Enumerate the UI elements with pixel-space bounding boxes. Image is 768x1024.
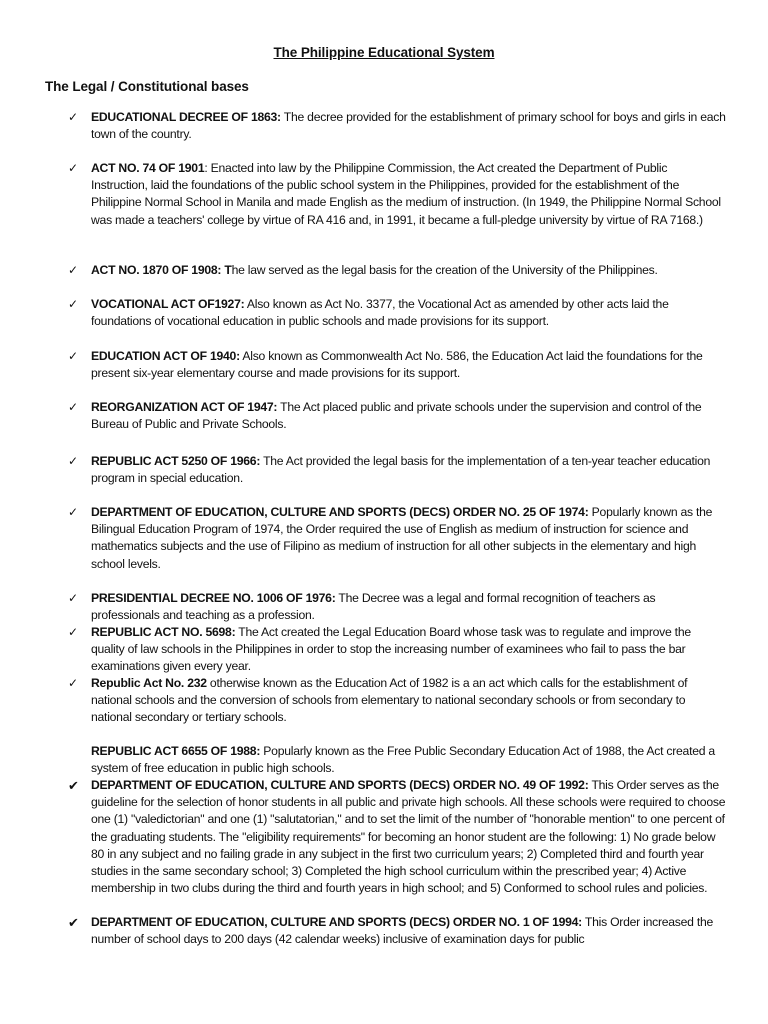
list-item: [68, 160, 726, 229]
item-text: he law served as the legal basis for the creation of the University of the Philippines.: [231, 263, 658, 277]
item-text: The Act provided the legal basis for the implementation of a ten-year teacher education program in special education.: [91, 454, 711, 486]
page-title: The Philippine Educational System: [273, 45, 495, 60]
list-item: [68, 914, 726, 948]
list-item: [68, 348, 726, 382]
item-heading: DEPARTMENT OF EDUCATION, CULTURE AND SPORTS (DECS) ORDER NO. 49 OF 1992:: [91, 778, 589, 792]
checkmark-icon: ✓: [68, 505, 78, 519]
item-text: The decree provided for the establishment of primary school for boys and girls in each town of the country.: [91, 110, 726, 142]
checkmark-icon: ✓: [68, 263, 78, 277]
item-heading: VOCATIONAL ACT OF1927:: [91, 297, 245, 311]
list-item: [68, 262, 726, 279]
item-text: Also known as Commonwealth Act No. 586, the Education Act laid the foundations for the present six-year elementary course and made provisions for its support.: [91, 349, 703, 381]
checkmark-icon: ✓: [68, 591, 78, 605]
checkmark-icon: ✓: [68, 297, 78, 311]
list-item: [68, 399, 726, 433]
checkmark-icon: ✔: [68, 915, 79, 930]
item-heading: EDUCATIONAL DECREE OF 1863:: [91, 110, 281, 124]
section-title: The Legal / Constitutional bases: [45, 79, 249, 94]
list-item: [68, 675, 726, 727]
checkmark-icon: ✓: [68, 625, 78, 639]
item-text: Also known as Act No. 3377, the Vocational Act as amended by other acts laid the foundations of vocational education in public schools and made provisions for its support.: [91, 297, 669, 329]
item-heading: ACT NO. 1870 OF 1908: T: [91, 263, 232, 277]
item-text: Popularly known as the Free Public Secondary Education Act of 1988, the Act created a system of free education in public high schools.: [91, 744, 715, 776]
list-item: [68, 296, 726, 330]
checkmark-icon: ✓: [68, 400, 78, 414]
item-text: otherwise known as the Education Act of 1982 is a an act which calls for the establishment of national schools and the conversion of schools from elementary to national secondary schools or from secondary to national secondary or tertiary schools.: [91, 676, 688, 725]
item-text: The Act placed public and private schools under the supervision and control of the Bureau of Public and Private Schools.: [91, 400, 702, 432]
list-item: [68, 109, 726, 143]
item-text: This Order serves as the guideline for the selection of honor students in all public and private high schools. All these schools were required to choose one (1) "valedictorian" and one (1) "salutatorian," and to set the limit of the number of "honorable mention" to one percent of the graduating students. The "eligibility requirements" for becoming an honor student are the following: 1) No grade below 80 in any subject and no failing grade in any subject in the first two curriculum years; 2) Completed third and fourth year studies in the same secondary school; 3) Completed the high school curriculum within the prescribed year; 4) Active membership in two clubs during the third and fourth years in high school; and 5) Conformed to school rules and policies.: [91, 778, 726, 896]
item-text: Popularly known as the Bilingual Education Program of 1974, the Order required the use of English as medium of instruction for science and mathematics subjects and the use of Filipino as medium of instruction for all other subjects in the elementary and high school levels.: [91, 505, 713, 571]
item-heading: Republic Act No. 232: [91, 676, 207, 690]
checkmark-icon: ✓: [68, 110, 78, 124]
item-heading: REPUBLIC ACT NO. 5698:: [91, 625, 236, 639]
list-item: [68, 777, 726, 897]
list-item: [68, 453, 726, 487]
item-heading: ACT NO. 74 OF 1901: [91, 161, 205, 175]
item-text: : Enacted into law by the Philippine Commission, the Act created the Department of Public Instruction, laid the foundations of the public school system in the Philippines, provided for the establishment of the Philippine Normal School in Manila and made English as the medium of instruction. (In 1949, the Philippine Normal School was made a teachers' college by virtue of RA 416 and, in 1991, it became a full-pledge university by virtue of RA 7168.): [91, 161, 721, 227]
item-heading: REORGANIZATION ACT OF 1947:: [91, 400, 278, 414]
item-text: The Decree was a legal and formal recognition of teachers as professionals and teaching as a profession.: [91, 591, 656, 623]
item-text: This Order increased the number of school days to 200 days (42 calendar weeks) inclusive of examination days for public: [91, 915, 714, 947]
checkmark-icon: ✓: [68, 454, 78, 468]
checkmark-icon: ✔: [68, 778, 79, 793]
item-heading: DEPARTMENT OF EDUCATION, CULTURE AND SPORTS (DECS) ORDER NO. 1 OF 1994:: [91, 915, 582, 929]
list-item: [68, 624, 726, 676]
checkmark-icon: ✓: [68, 161, 78, 175]
checkmark-icon: ✓: [68, 676, 78, 690]
list-item: [68, 504, 726, 573]
item-text: The Act created the Legal Education Board whose task was to regulate and improve the quality of law schools in the Philippines in order to stop the increasing number of examinees who fail to pass the bar examinations given every year.: [91, 625, 691, 674]
item-heading: PRESIDENTIAL DECREE NO. 1006 OF 1976:: [91, 591, 336, 605]
list-item: [68, 590, 726, 624]
list-item: [68, 743, 726, 777]
checkmark-icon: ✓: [68, 349, 78, 363]
item-heading: EDUCATION ACT OF 1940:: [91, 349, 240, 363]
item-heading: DEPARTMENT OF EDUCATION, CULTURE AND SPORTS (DECS) ORDER NO. 25 OF 1974:: [91, 505, 589, 519]
item-heading: REPUBLIC ACT 6655 OF 1988:: [91, 744, 261, 758]
item-heading: REPUBLIC ACT 5250 OF 1966:: [91, 454, 261, 468]
